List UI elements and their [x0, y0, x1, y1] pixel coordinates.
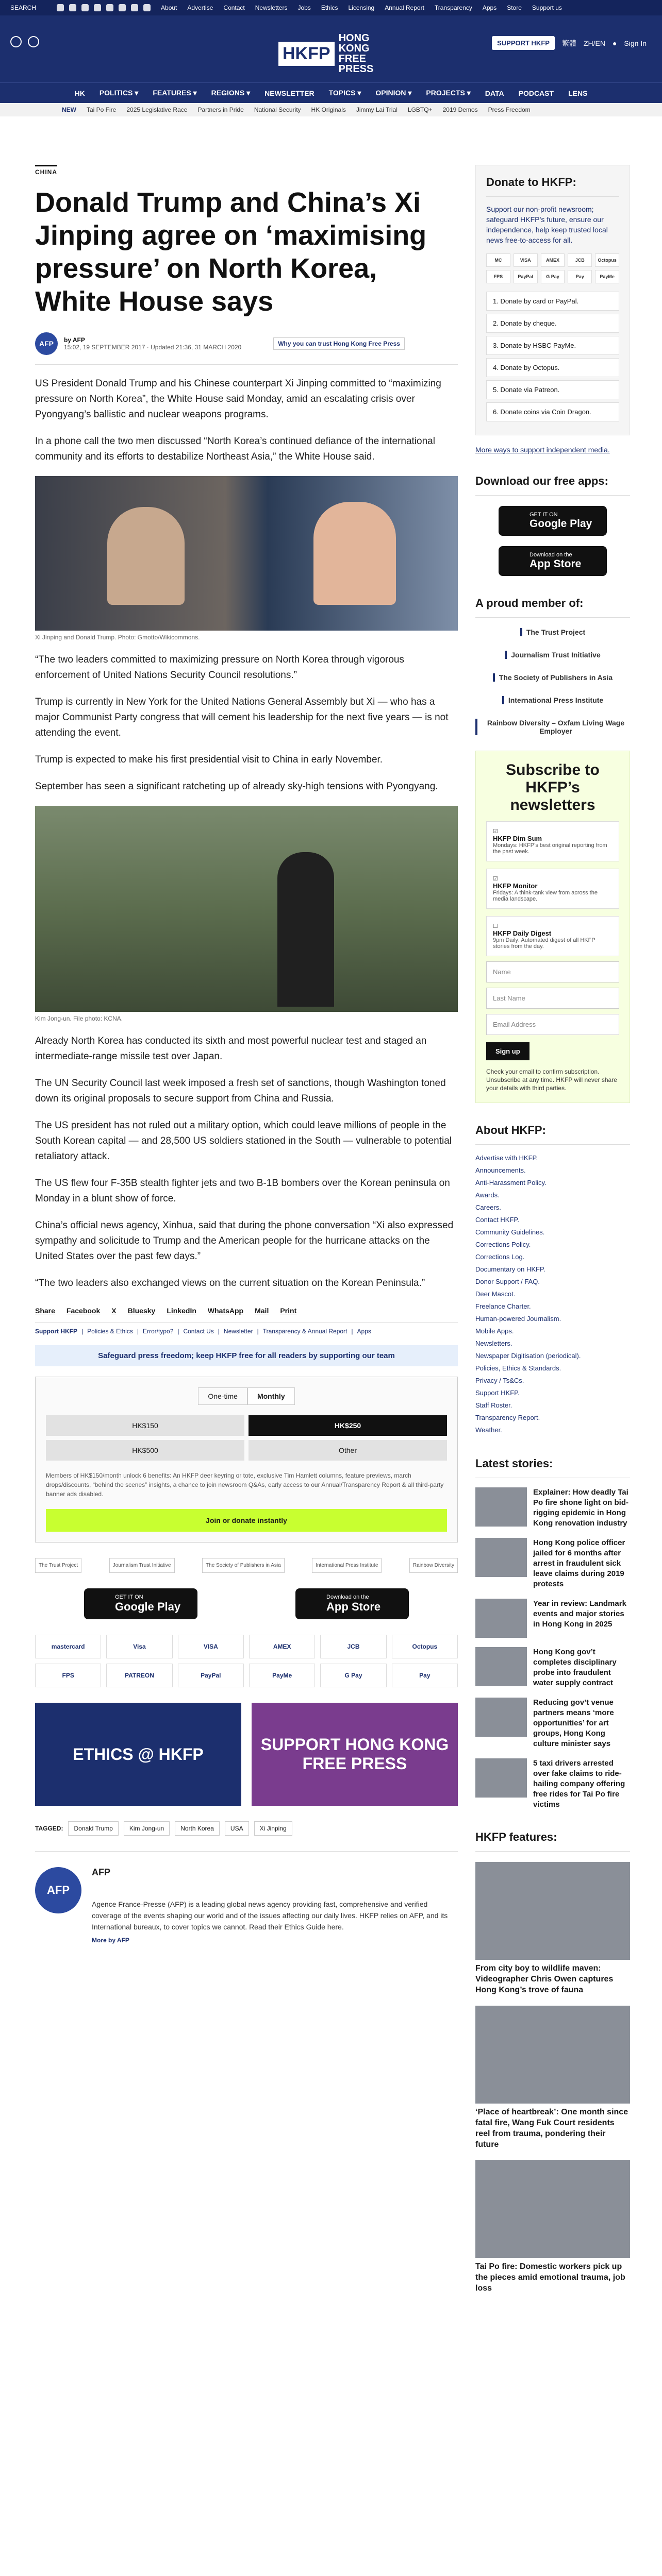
paragraph: September has seen a significant ratcheting up of already sky-high tensions with Pyongyang.: [35, 781, 438, 792]
story-title[interactable]: 5 taxi drivers arrested over fake claims to ride-hailing company offering free rides for Tai Po fire victims: [533, 1759, 625, 1809]
header-actions: [492, 36, 647, 50]
photo-caption: Kim Jong-un. File photo: KCNA.: [35, 1015, 123, 1022]
about-link[interactable]: Announcements.: [475, 1166, 526, 1174]
toplink-apps[interactable]: Apps: [482, 4, 497, 11]
feature-title[interactable]: From city boy to wildlife maven: Videographer Chris Owen captures Hong Kong’s trove of fauna: [475, 1964, 614, 1994]
nav-newsletter[interactable]: NEWSLETTER: [264, 89, 315, 97]
amount-option[interactable]: Other: [249, 1440, 447, 1461]
card-logo: FPS: [486, 270, 510, 283]
logo-text: HONG KONG FREE PRESS: [338, 32, 374, 75]
tag[interactable]: Donald Trump: [68, 1821, 118, 1836]
social-icons: [57, 4, 151, 11]
rainbow-logo[interactable]: Rainbow Diversity: [409, 1558, 458, 1573]
search-icon[interactable]: [28, 36, 39, 47]
trending-bar: [0, 103, 662, 116]
paragraph: The US flew four F-35B stealth fighter jets and two B-1B bombers over the Korean peninsula on Monday in a blunt show of force.: [35, 1178, 450, 1204]
tag[interactable]: Xi Jinping: [254, 1821, 292, 1836]
latest-story[interactable]: [475, 1698, 630, 1749]
about-link[interactable]: Donor Support / FAQ.: [475, 1278, 540, 1285]
story-title[interactable]: Explainer: How deadly Tai Po fire shone light on bid-rigging epidemic in Hong Kong renovation industry: [533, 1488, 628, 1528]
instagram-icon[interactable]: [81, 4, 89, 11]
tag[interactable]: North Korea: [175, 1821, 220, 1836]
promo-videos: [35, 1703, 458, 1806]
latest-story[interactable]: [475, 1599, 630, 1638]
latest-list: [475, 1487, 630, 1810]
paragraph: The US president has not ruled out a military option, which could leave millions of people in the South Korean capital — and 28,500 US soldiers stationed in the South — vulnerable to potential retaliatory attack.: [35, 1120, 452, 1162]
photo-caption: Xi Jinping and Donald Trump. Photo: Gmotto/Wikicommons.: [35, 634, 200, 641]
policy-link[interactable]: Transparency & Annual Report: [262, 1328, 347, 1335]
share-whatsapp[interactable]: WhatsApp: [207, 1307, 244, 1315]
paragraph: China’s official news agency, Xinhua, said that during the phone conversation “Xi also expressed sympathy and solicitude to Trump and the American people for the hurricane attacks on the United States over the past few days.”: [35, 1220, 454, 1262]
donate-method[interactable]: 4. Donate by Octopus.: [486, 358, 619, 377]
newsletter-heading: Subscribe to HKFP’s newsletters: [506, 761, 600, 814]
policy-link[interactable]: Error/typo?: [142, 1328, 174, 1335]
policy-link[interactable]: Apps: [357, 1328, 371, 1335]
whatsapp-icon[interactable]: [143, 4, 151, 11]
name-input[interactable]: Name: [486, 961, 619, 982]
telegram-icon[interactable]: [131, 4, 138, 11]
menu-icon[interactable]: [10, 36, 22, 47]
article-category[interactable]: CHINA: [35, 165, 57, 176]
trending-item[interactable]: Jimmy Lai Trial: [356, 106, 398, 113]
latest-heading: Latest stories:: [475, 1457, 630, 1478]
trending-item[interactable]: Press Freedom: [488, 106, 531, 113]
payment-logo[interactable]: Visa: [106, 1635, 172, 1658]
author-name[interactable]: AFP: [92, 1867, 110, 1877]
publish-date: 15:02, 19 SEPTEMBER 2017: [64, 344, 145, 351]
about-link[interactable]: Corrections Policy.: [475, 1241, 531, 1248]
about-link[interactable]: Community Guidelines.: [475, 1228, 545, 1236]
about-link[interactable]: Support HKFP.: [475, 1389, 520, 1397]
top-bar: [0, 0, 662, 15]
nav-regions[interactable]: REGIONS ▾: [211, 89, 251, 97]
about-heading: About HKFP:: [475, 1124, 630, 1145]
trending-item[interactable]: National Security: [254, 106, 301, 113]
share-label[interactable]: Share: [35, 1307, 55, 1315]
donate-method[interactable]: 1. Donate by card or PayPal.: [486, 292, 619, 311]
jti-logo[interactable]: Journalism Trust Initiative: [109, 1558, 175, 1573]
policy-link[interactable]: Newsletter: [223, 1328, 253, 1335]
payment-logo[interactable]: JCB: [320, 1635, 386, 1658]
newsletter-title: HKFP Dim Sum: [493, 835, 542, 842]
share-print[interactable]: Print: [280, 1307, 297, 1315]
donate-method[interactable]: 5. Donate via Patreon.: [486, 380, 619, 399]
apps-heading: Download our free apps:: [475, 474, 630, 496]
policy-link[interactable]: Contact Us: [183, 1328, 214, 1335]
payment-logo[interactable]: G Pay: [320, 1664, 386, 1687]
signin-link[interactable]: Sign In: [624, 39, 647, 47]
toplink-licensing[interactable]: Licensing: [348, 4, 375, 11]
app-store-small: Download on the: [529, 552, 572, 558]
member-logo[interactable]: Rainbow Diversity – Oxfam Living Wage Employer: [475, 719, 630, 735]
amount-option[interactable]: HK$150: [46, 1415, 244, 1436]
linkedin-icon[interactable]: [119, 4, 126, 11]
trending-item[interactable]: HK Originals: [311, 106, 346, 113]
site-header: [0, 15, 662, 82]
payment-logo[interactable]: VISA: [178, 1635, 244, 1658]
freq-one-time[interactable]: One-time: [198, 1387, 247, 1405]
youtube-icon[interactable]: [94, 4, 101, 11]
donate-methods: [486, 292, 619, 421]
tags-label: TAGGED:: [35, 1825, 63, 1832]
card-logo: G Pay: [541, 270, 565, 283]
card-logo: PayPal: [514, 270, 538, 283]
policy-sep: |: [177, 1328, 179, 1335]
header-icons: [10, 36, 39, 47]
newsletter-desc: Mondays: HKFP’s best original reporting from the past week.: [493, 842, 607, 855]
latest-story[interactable]: [475, 1647, 630, 1688]
toplink-contact[interactable]: Contact: [223, 4, 245, 11]
byline-author[interactable]: by AFP: [64, 336, 85, 344]
lang-switch-2[interactable]: ZH/EN: [583, 39, 605, 47]
ipi-logo[interactable]: International Press Institute: [312, 1558, 382, 1573]
byline: AFP by AFP 15:02, 19 SEPTEMBER 2017 · Updated 21:36, 31 MARCH 2020 Why you can trust Hong Kong Free Press: [35, 332, 458, 355]
payment-logo[interactable]: FPS: [35, 1664, 101, 1687]
about-link[interactable]: Documentary on HKFP.: [475, 1265, 545, 1273]
paragraph: In a phone call the two men discussed “North Korea’s continued defiance of the international community and its efforts to destabilize Northeast Asia,” the White House said.: [35, 436, 435, 462]
more-ways-link[interactable]: More ways to support independent media.: [475, 446, 610, 454]
photo-xi-trump: [35, 476, 458, 631]
nav-opinion[interactable]: OPINION ▾: [375, 89, 412, 97]
paragraph: Trump is expected to make his first presidential visit to China in early November.: [35, 754, 383, 765]
policy-link[interactable]: Support HKFP: [35, 1328, 77, 1335]
paragraph: “The two leaders also exchanged views on the current situation on the Korean Peninsula.”: [35, 1278, 425, 1289]
checkbox-checked-icon[interactable]: ☑: [493, 828, 498, 835]
story-title[interactable]: Reducing gov’t venue partners means ‘more opportunities’ for art groups, Hong Kong culture minister says: [533, 1698, 614, 1748]
payment-logo[interactable]: Pay: [392, 1664, 458, 1687]
freq-monthly[interactable]: Monthly: [247, 1387, 295, 1405]
google-play-small: GET IT ON: [115, 1594, 143, 1600]
about-link[interactable]: Weather.: [475, 1426, 502, 1434]
member-logo[interactable]: International Press Institute: [502, 696, 603, 704]
toplink-ethics[interactable]: Ethics: [321, 4, 338, 11]
policy-sep: |: [351, 1328, 353, 1335]
policy-sep: |: [218, 1328, 220, 1335]
newsletter-box: [475, 751, 630, 1103]
nav-hk[interactable]: HK: [74, 89, 85, 97]
sidebar: [475, 165, 630, 2294]
toplink-jobs[interactable]: Jobs: [297, 4, 311, 11]
nav-features[interactable]: FEATURES ▾: [153, 89, 197, 97]
policy-sep: |: [257, 1328, 259, 1335]
newsletter-desc: Fridays: A think-tank view from across the media landscape.: [493, 890, 598, 902]
google-play-small: GET IT ON: [529, 512, 558, 518]
about-links: [475, 1152, 630, 1436]
share-x[interactable]: X: [111, 1307, 117, 1315]
toplink-annual-report[interactable]: Annual Report: [385, 4, 424, 11]
share-facebook[interactable]: Facebook: [66, 1307, 101, 1315]
paragraph: US President Donald Trump and his Chinese counterpart Xi Jinping committed to “maximizing pressure on North Korea”, the White House said Monday, amid an escalating crisis over Pyongyang’s ballistic and nuclear weapons programs.: [35, 378, 441, 420]
newsletter-desc: 9pm Daily: Automated digest of all HKFP stories from the day.: [493, 937, 595, 950]
sopa-logo[interactable]: The Society of Publishers in Asia: [202, 1558, 285, 1573]
amount-options: [46, 1415, 447, 1461]
card-logo: Octopus: [595, 253, 619, 267]
card-logo: PayMe: [595, 270, 619, 283]
paragraph: The UN Security Council last week imposed a fresh set of sanctions, though Washington toned down its original proposals to secure support from China and Russia.: [35, 1078, 446, 1104]
member-benefits-note: Members of HK$150/month unlock 6 benefits: An HKFP deer keyring or tote, exclusive Tim Hamlett columns, feature previews, march drops/discounts, “behind the scenes” insights, a chance to join newsroom Q&As, early access to our Annual/Transparency Report & all third-party banner ads disabled.: [46, 1472, 444, 1498]
payment-logo[interactable]: Octopus: [392, 1635, 458, 1658]
card-logo: MC: [486, 253, 510, 267]
nav-podcast[interactable]: PODCAST: [518, 89, 554, 97]
payment-logo[interactable]: PayMe: [249, 1664, 315, 1687]
about-link[interactable]: Staff Roster.: [475, 1401, 512, 1409]
app-store-label: App Store: [326, 1600, 381, 1613]
feature-title[interactable]: ‘Place of heartbreak’: One month since fatal fire, Wang Fuk Court residents reel from trauma, pondering their future: [475, 2108, 628, 2149]
nav-lens[interactable]: LENS: [568, 89, 588, 97]
donate-method[interactable]: 3. Donate by HSBC PayMe.: [486, 336, 619, 355]
about-link[interactable]: Careers.: [475, 1204, 501, 1211]
story-thumbnail[interactable]: [475, 1538, 527, 1577]
app-store-label: App Store: [529, 558, 582, 570]
search-link[interactable]: SEARCH: [10, 4, 37, 11]
feature-story[interactable]: [475, 2160, 630, 2294]
donate-heading: Donate to HKFP:: [486, 176, 619, 197]
about-link[interactable]: Contact HKFP.: [475, 1216, 520, 1224]
card-logo: AMEX: [541, 253, 565, 267]
story-title[interactable]: Hong Kong gov’t completes disciplinary probe into fraudulent water supply contract: [533, 1648, 617, 1687]
newsletter-option[interactable]: [486, 821, 619, 861]
policy-sep: |: [81, 1328, 84, 1335]
payment-logo[interactable]: PATREON: [106, 1664, 172, 1687]
member-heading: A proud member of:: [475, 597, 630, 618]
about-link[interactable]: Policies, Ethics & Standards.: [475, 1364, 561, 1372]
story-thumbnail[interactable]: [475, 1487, 527, 1527]
newsletter-title: HKFP Monitor: [493, 882, 538, 890]
divider: [35, 364, 458, 365]
toplink-newsletters[interactable]: Newsletters: [255, 4, 288, 11]
nav-projects[interactable]: PROJECTS ▾: [426, 89, 471, 97]
updated-date: Updated 21:36, 31 MARCH 2020: [151, 344, 242, 351]
newsletter-option[interactable]: [486, 916, 619, 956]
feature-image[interactable]: [475, 1862, 630, 1960]
feature-image[interactable]: [475, 2160, 630, 2258]
trust-project-logo[interactable]: The Trust Project: [35, 1558, 81, 1573]
about-link[interactable]: Transparency Report.: [475, 1414, 540, 1421]
payment-logo[interactable]: PayPal: [178, 1664, 244, 1687]
member-logo[interactable]: The Trust Project: [520, 628, 585, 636]
payment-logo[interactable]: AMEX: [249, 1635, 315, 1658]
tag[interactable]: Kim Jong-un: [124, 1821, 170, 1836]
logo-mark: HKFP: [278, 42, 335, 66]
card-logo: VISA: [514, 253, 538, 267]
trending-item[interactable]: 2019 Demos: [442, 106, 478, 113]
about-link[interactable]: Newspaper Digitisation (periodical).: [475, 1352, 581, 1360]
member-logo[interactable]: Journalism Trust Initiative: [505, 651, 601, 659]
app-store-badge[interactable]: [295, 1588, 409, 1619]
trending-item[interactable]: LGBTQ+: [407, 106, 433, 113]
tag-list: [35, 1821, 458, 1836]
feature-title[interactable]: Tai Po fire: Domestic workers pick up the pieces amid emotional trauma, job loss: [475, 2262, 625, 2293]
sidebar-google-play-badge[interactable]: [499, 506, 607, 536]
support-button[interactable]: SUPPORT HKFP: [492, 36, 555, 50]
donate-box: [475, 165, 630, 435]
policy-link[interactable]: Policies & Ethics: [87, 1328, 133, 1335]
about-link[interactable]: Human-powered Journalism.: [475, 1315, 561, 1323]
about-link[interactable]: Anti-Harassment Policy.: [475, 1179, 547, 1187]
donate-intro[interactable]: Support our non-profit newsroom; safeguard HKFP’s future, ensure our independence, help keep trusted local news free-to-access for all.: [486, 205, 608, 244]
story-thumbnail[interactable]: [475, 1647, 527, 1686]
trust-link[interactable]: Why you can trust Hong Kong Free Press: [273, 337, 405, 350]
latest-story[interactable]: [475, 1758, 630, 1810]
donate-method[interactable]: 6. Donate coins via Coin Dragon.: [486, 402, 619, 421]
donation-widget: [35, 1377, 458, 1543]
card-logo: JCB: [568, 253, 592, 267]
story-title[interactable]: Hong Kong police officer jailed for 6 months after arrest in fraudulent sick leave claims during 2019 protests: [533, 1538, 625, 1588]
feature-story[interactable]: [475, 1862, 630, 1995]
author-bio: Agence France-Presse (AFP) is a leading global news agency providing fast, comprehensive and verified coverage of the events shaping our world and of the issues affecting our daily lives. HKFP relies on AFP, and its International bureaux, to cover topics we cannot. Read their Ethics Guide here.: [92, 1900, 448, 1931]
about-link[interactable]: Advertise with HKFP.: [475, 1154, 538, 1162]
share-bar: [35, 1307, 458, 1323]
article: [35, 165, 458, 1944]
author-box-avatar[interactable]: AFP: [35, 1867, 81, 1913]
story-thumbnail[interactable]: [475, 1698, 527, 1737]
about-link[interactable]: Awards.: [475, 1191, 500, 1199]
frequency-toggle: [46, 1387, 447, 1405]
latest-story[interactable]: [475, 1487, 630, 1529]
amount-option-selected[interactable]: HK$250: [249, 1415, 447, 1436]
share-bluesky[interactable]: Bluesky: [127, 1307, 156, 1315]
google-play-label: Google Play: [115, 1600, 181, 1613]
signup-button[interactable]: Sign up: [486, 1042, 529, 1060]
join-donate-button[interactable]: Join or donate instantly: [46, 1509, 447, 1532]
share-linkedin[interactable]: LinkedIn: [167, 1307, 196, 1315]
card-logo: Pay: [568, 270, 592, 283]
features-heading: HKFP features:: [475, 1831, 630, 1852]
checkbox-checked-icon[interactable]: ☑: [493, 876, 498, 882]
user-icon[interactable]: ●: [612, 39, 617, 47]
app-store-badges: [35, 1588, 458, 1619]
trending-item[interactable]: Tai Po Fire: [87, 106, 117, 113]
donate-method[interactable]: 2. Donate by cheque.: [486, 314, 619, 333]
google-play-label: Google Play: [529, 518, 592, 530]
trending-item[interactable]: Partners in Pride: [197, 106, 244, 113]
nav-politics[interactable]: POLITICS ▾: [99, 89, 139, 97]
safeguard-banner[interactable]: Safeguard press freedom; keep HKFP free for all readers by supporting our team: [35, 1345, 458, 1366]
about-link[interactable]: Mobile Apps.: [475, 1327, 514, 1335]
member-logo[interactable]: The Society of Publishers in Asia: [493, 673, 613, 682]
toplink-support[interactable]: Support us: [532, 4, 562, 11]
site-logo[interactable]: [278, 33, 395, 74]
email-input[interactable]: Email Address: [486, 1014, 619, 1035]
policy-links: [35, 1328, 458, 1335]
feature-image[interactable]: [475, 2006, 630, 2104]
about-link[interactable]: Privacy / Ts&Cs.: [475, 1377, 524, 1384]
share-mail[interactable]: Mail: [255, 1307, 269, 1315]
x-icon[interactable]: [69, 4, 76, 11]
photo-kim: [35, 806, 458, 1012]
member-logos: [35, 1558, 458, 1573]
about-link[interactable]: Deer Mascot.: [475, 1290, 516, 1298]
feature-story[interactable]: [475, 2006, 630, 2150]
ethics-video[interactable]: ETHICS @ HKFP: [35, 1703, 241, 1806]
paragraph: “The two leaders committed to maximizing pressure on North Korea through vigorous enforcement of United Nations Security Council resolutions.”: [35, 654, 404, 681]
newsletter-option[interactable]: [486, 869, 619, 909]
story-thumbnail[interactable]: [475, 1758, 527, 1798]
about-link[interactable]: Newsletters.: [475, 1340, 512, 1347]
toplink-about[interactable]: About: [161, 4, 177, 11]
amount-option[interactable]: HK$500: [46, 1440, 244, 1461]
paragraph: Already North Korea has conducted its sixth and most powerful nuclear test and staged an intermediate-range missile test over Japan.: [35, 1036, 427, 1062]
last-name-input[interactable]: Last Name: [486, 988, 619, 1009]
google-play-badge[interactable]: [84, 1588, 197, 1619]
article-title: Donald Trump and China’s Xi Jinping agree on ‘maximising pressure’ on North Korea, White House says: [35, 187, 427, 317]
donate-payment-cards: [486, 253, 619, 283]
about-link[interactable]: Corrections Log.: [475, 1253, 525, 1261]
newsletter-note: Check your email to confirm subscription. Unsubscribe at any time. HKFP will never share your details with third parties.: [486, 1068, 617, 1092]
lang-switch[interactable]: 繁體: [561, 39, 576, 47]
payment-logo[interactable]: mastercard: [35, 1635, 101, 1658]
checkbox-icon[interactable]: ☐: [493, 923, 498, 929]
nav-topics[interactable]: TOPICS ▾: [328, 89, 361, 97]
toplink-transparency[interactable]: Transparency: [434, 4, 472, 11]
app-store-small: Download on the: [326, 1594, 369, 1600]
author-box: [35, 1851, 458, 1944]
toplink-store[interactable]: Store: [507, 4, 522, 11]
facebook-icon[interactable]: [57, 4, 64, 11]
main-nav: [0, 82, 662, 103]
story-thumbnail[interactable]: [475, 1599, 527, 1638]
sidebar-app-store-badge[interactable]: [499, 546, 607, 576]
tag[interactable]: USA: [225, 1821, 249, 1836]
new-badge: NEW: [62, 106, 76, 113]
payment-methods: [35, 1635, 458, 1687]
latest-story[interactable]: [475, 1538, 630, 1589]
trending-item[interactable]: 2025 Legislative Race: [126, 106, 188, 113]
newsletter-title: HKFP Daily Digest: [493, 929, 552, 937]
about-link[interactable]: Freelance Charter.: [475, 1302, 531, 1310]
toplink-advertise[interactable]: Advertise: [187, 4, 213, 11]
support-video[interactable]: SUPPORT HONG KONG FREE PRESS: [252, 1703, 458, 1806]
nav-data[interactable]: DATA: [485, 89, 504, 97]
author-avatar[interactable]: AFP: [35, 332, 58, 355]
policy-sep: |: [137, 1328, 139, 1335]
threads-icon[interactable]: [106, 4, 113, 11]
paragraph: Trump is currently in New York for the United Nations General Assembly but Xi — who has a major Communist Party congress that will cement his leadership for the next five years — is not attending the event.: [35, 697, 449, 738]
more-by-author[interactable]: More by AFP: [92, 1937, 129, 1944]
member-list: [475, 628, 630, 735]
story-title[interactable]: Year in review: Landmark events and major stories in Hong Kong in 2025: [533, 1599, 626, 1629]
